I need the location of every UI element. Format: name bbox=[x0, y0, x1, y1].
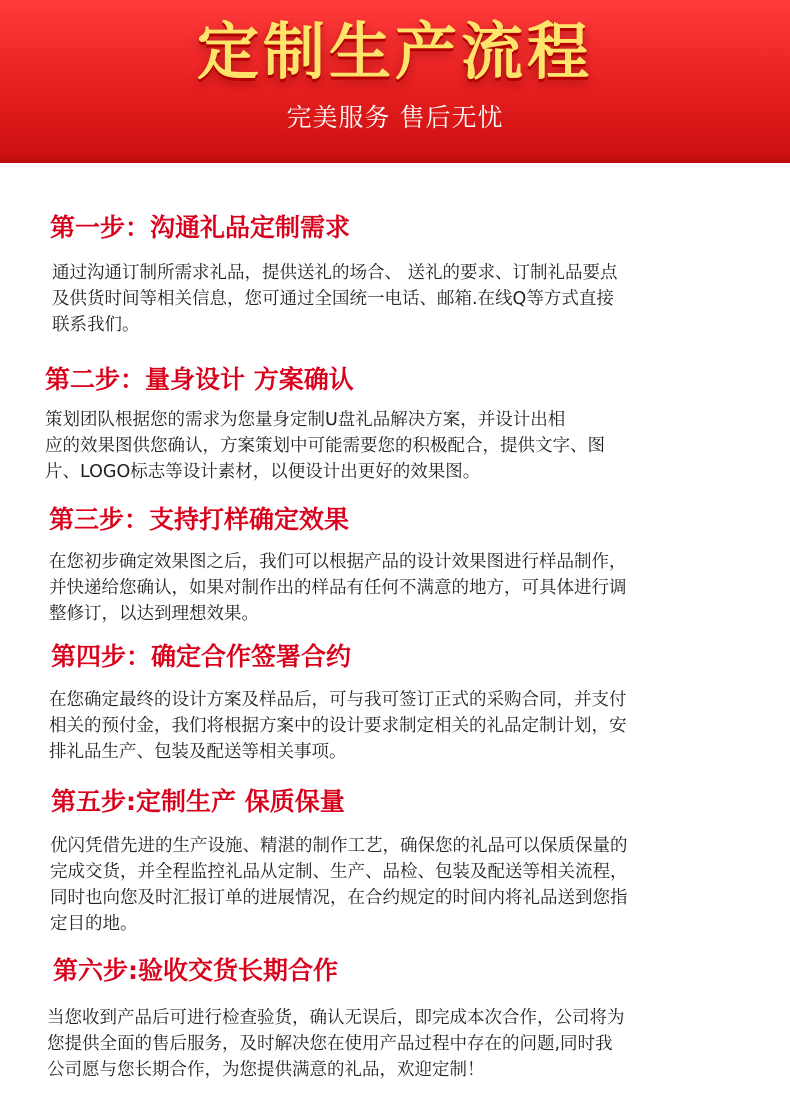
step-3-line-1: 在您初步确定效果图之后，我们可以根据产品的设计效果图进行样品制作， bbox=[49, 552, 627, 572]
header-banner bbox=[0, 0, 790, 163]
step-1-line-1: 通过沟通订制所需求礼品，提供送礼的场合、 送礼的要求、订制礼品要点 bbox=[52, 263, 618, 283]
step-3-line-3: 整修订，以达到理想效果。 bbox=[49, 604, 259, 624]
step-4-line-2: 相关的预付金，我们将根据方案中的设计要求制定相关的礼品定制计划，安 bbox=[49, 716, 627, 736]
step-5-line-3: 同时也向您及时汇报订单的进展情况，在合约规定的时间内将礼品送到您指 bbox=[50, 888, 628, 908]
step-3-title: 第三步：支持打样确定效果 bbox=[49, 505, 350, 534]
step-6-line-2: 您提供全面的售后服务，及时解决您在使用产品过程中存在的问题,同时我 bbox=[47, 1034, 613, 1054]
step-1-line-3: 联系我们。 bbox=[52, 315, 140, 335]
step-4-title: 第四步：确定合作签署合约 bbox=[51, 642, 352, 671]
step-5-line-4: 定目的地。 bbox=[50, 914, 138, 934]
step-3-body bbox=[49, 549, 627, 627]
step-6-line-3: 公司愿与您长期合作，为您提供满意的礼品，欢迎定制！ bbox=[47, 1060, 485, 1080]
step-6-body bbox=[47, 1005, 625, 1083]
step-6-title: 第六步:验收交货长期合作 bbox=[53, 956, 338, 985]
step-1-line-2: 及供货时间等相关信息，您可通过全国统一电话、邮箱.在线Q等方式直接 bbox=[52, 289, 614, 309]
step-5-line-2: 完成交货，并全程监控礼品从定制、生产、品检、包装及配送等相关流程， bbox=[50, 862, 628, 882]
step-2-title: 第二步：量身设计 方案确认 bbox=[45, 365, 354, 394]
step-2-body bbox=[45, 407, 605, 485]
step-5-line-1: 优闪凭借先进的生产设施、精湛的制作工艺，确保您的礼品可以保质保量的 bbox=[50, 836, 628, 856]
step-1-body bbox=[52, 260, 618, 338]
step-2-line-3: 片、LOGO标志等设计素材，以便设计出更好的效果图。 bbox=[45, 462, 481, 482]
step-2-line-2: 应的效果图供您确认，方案策划中可能需要您的积极配合，提供文字、图 bbox=[45, 436, 605, 456]
step-5-title: 第五步:定制生产 保质保量 bbox=[51, 787, 345, 816]
step-4-line-3: 排礼品生产、包装及配送等相关事项。 bbox=[49, 742, 347, 762]
step-6-line-1: 当您收到产品后可进行检查验货，确认无误后，即完成本次合作，公司将为 bbox=[47, 1008, 625, 1028]
step-4-line-1: 在您确定最终的设计方案及样品后，可与我可签订正式的采购合同，并支付 bbox=[49, 690, 627, 710]
step-5-body bbox=[50, 833, 628, 937]
page-title: 定制生产流程 bbox=[196, 15, 593, 88]
step-2-line-1: 策划团队根据您的需求为您量身定制U盘礼品解决方案，并设计出相 bbox=[45, 410, 566, 430]
step-4-body bbox=[49, 687, 627, 765]
step-3-line-2: 并快递给您确认，如果对制作出的样品有任何不满意的地方，可具体进行调 bbox=[49, 578, 627, 598]
page-subtitle: 完美服务 售后无忧 bbox=[286, 103, 504, 132]
step-1-title: 第一步：沟通礼品定制需求 bbox=[50, 213, 351, 242]
